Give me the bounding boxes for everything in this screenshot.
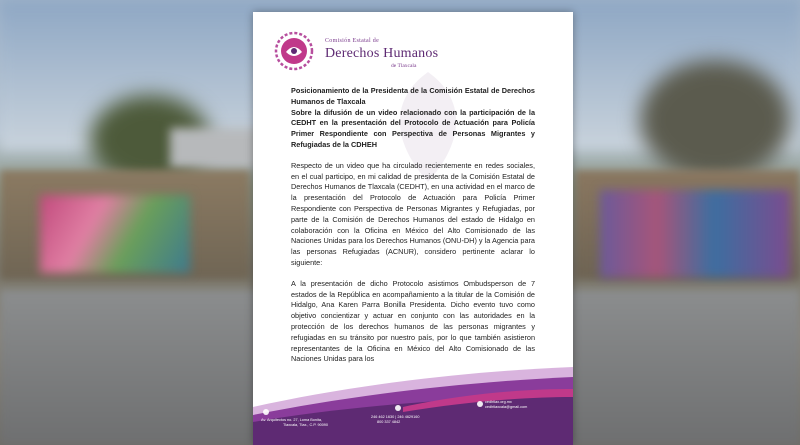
website-link[interactable]: cedhtlax.org.mx: [485, 400, 512, 404]
logo-line-sub: de Tlaxcala: [391, 63, 417, 69]
tree-right: [640, 60, 790, 180]
address-line: Av. Arquitectos no. 27, Loma Bonita,: [261, 418, 323, 422]
phone-icon: [395, 405, 401, 411]
document-page: [253, 12, 573, 445]
phone-line: 246 462 1630 | 246 4629160: [371, 415, 420, 419]
footer-address: [261, 418, 328, 428]
emblem-icon: [273, 30, 315, 72]
paragraph: Respecto de un video que ha circulado recientemente en redes sociales, en el cual participo, en mi calidad de presidenta de la Comisión Estatal de Derechos Humanos de Tlaxcala (CEDHT), en una actividad en el marco de la presentación del Protocolo de Actuación para Policía Primer Respondiente con Perspectiva de Personas Migrantes y Refugiadas, por parte de la Comisión de Derechos Humanos del estado de Hidalgo en colaboración con la Oficina en México del Alto Comisionado de las Naciones Unidas para los Derechos Humanos (ONU-DH) y la Agencia para las personas Refugiadas (ACNUR), considero pertinente aclarar lo siguiente:: [291, 160, 535, 267]
document-title: [291, 86, 535, 151]
subtitle-line: Sobre la difusión de un video relacionado con la participación de la CEDHT en la presentación del Protocolo de Actuación para Policía Primer Respondiente con Perspectiva de Personas Migrantes y Refugiadas de la CDHEH: [291, 107, 535, 149]
logo-line-small: Comisión Estatal de: [325, 38, 380, 44]
address-line: Tlaxcala, Tlax., C.P. 90090: [283, 423, 329, 427]
footer-web: [485, 400, 527, 410]
logo-line-big: Derechos Humanos: [325, 46, 439, 61]
document-body: [291, 86, 535, 365]
globe-icon: [477, 401, 483, 407]
letterhead-footer: [253, 367, 573, 445]
location-icon: [263, 409, 269, 415]
mural-right: [600, 190, 790, 278]
title-line: Posicionamiento de la Presidenta de la Comisión Estatal de Derechos Humanos de Tlaxcala: [291, 86, 535, 106]
footer-phones: [371, 415, 420, 425]
email-link[interactable]: cedhtlaxcala@gmail.com: [485, 405, 528, 409]
paragraph: A la presentación de dicho Protocolo asistimos Ombudsperson de 7 estados de la República en acompañamiento a la titular de la Comisión de Hidalgo, Ana Karen Parra Bonilla Presidenta. Dicho evento tuvo como objetivo concientizar y actuar en conjunto con las autoridades en la protección de los derechos humanos de las personas migrantes y refugiadas en su tránsito por nuestro país, por lo que también asistieron representantes de la Oficina en México del Alto Comisionado de las Naciones Unidas para los: [291, 278, 535, 364]
phone-line: 800 337 4842: [377, 420, 401, 424]
mural-left: [40, 195, 190, 273]
